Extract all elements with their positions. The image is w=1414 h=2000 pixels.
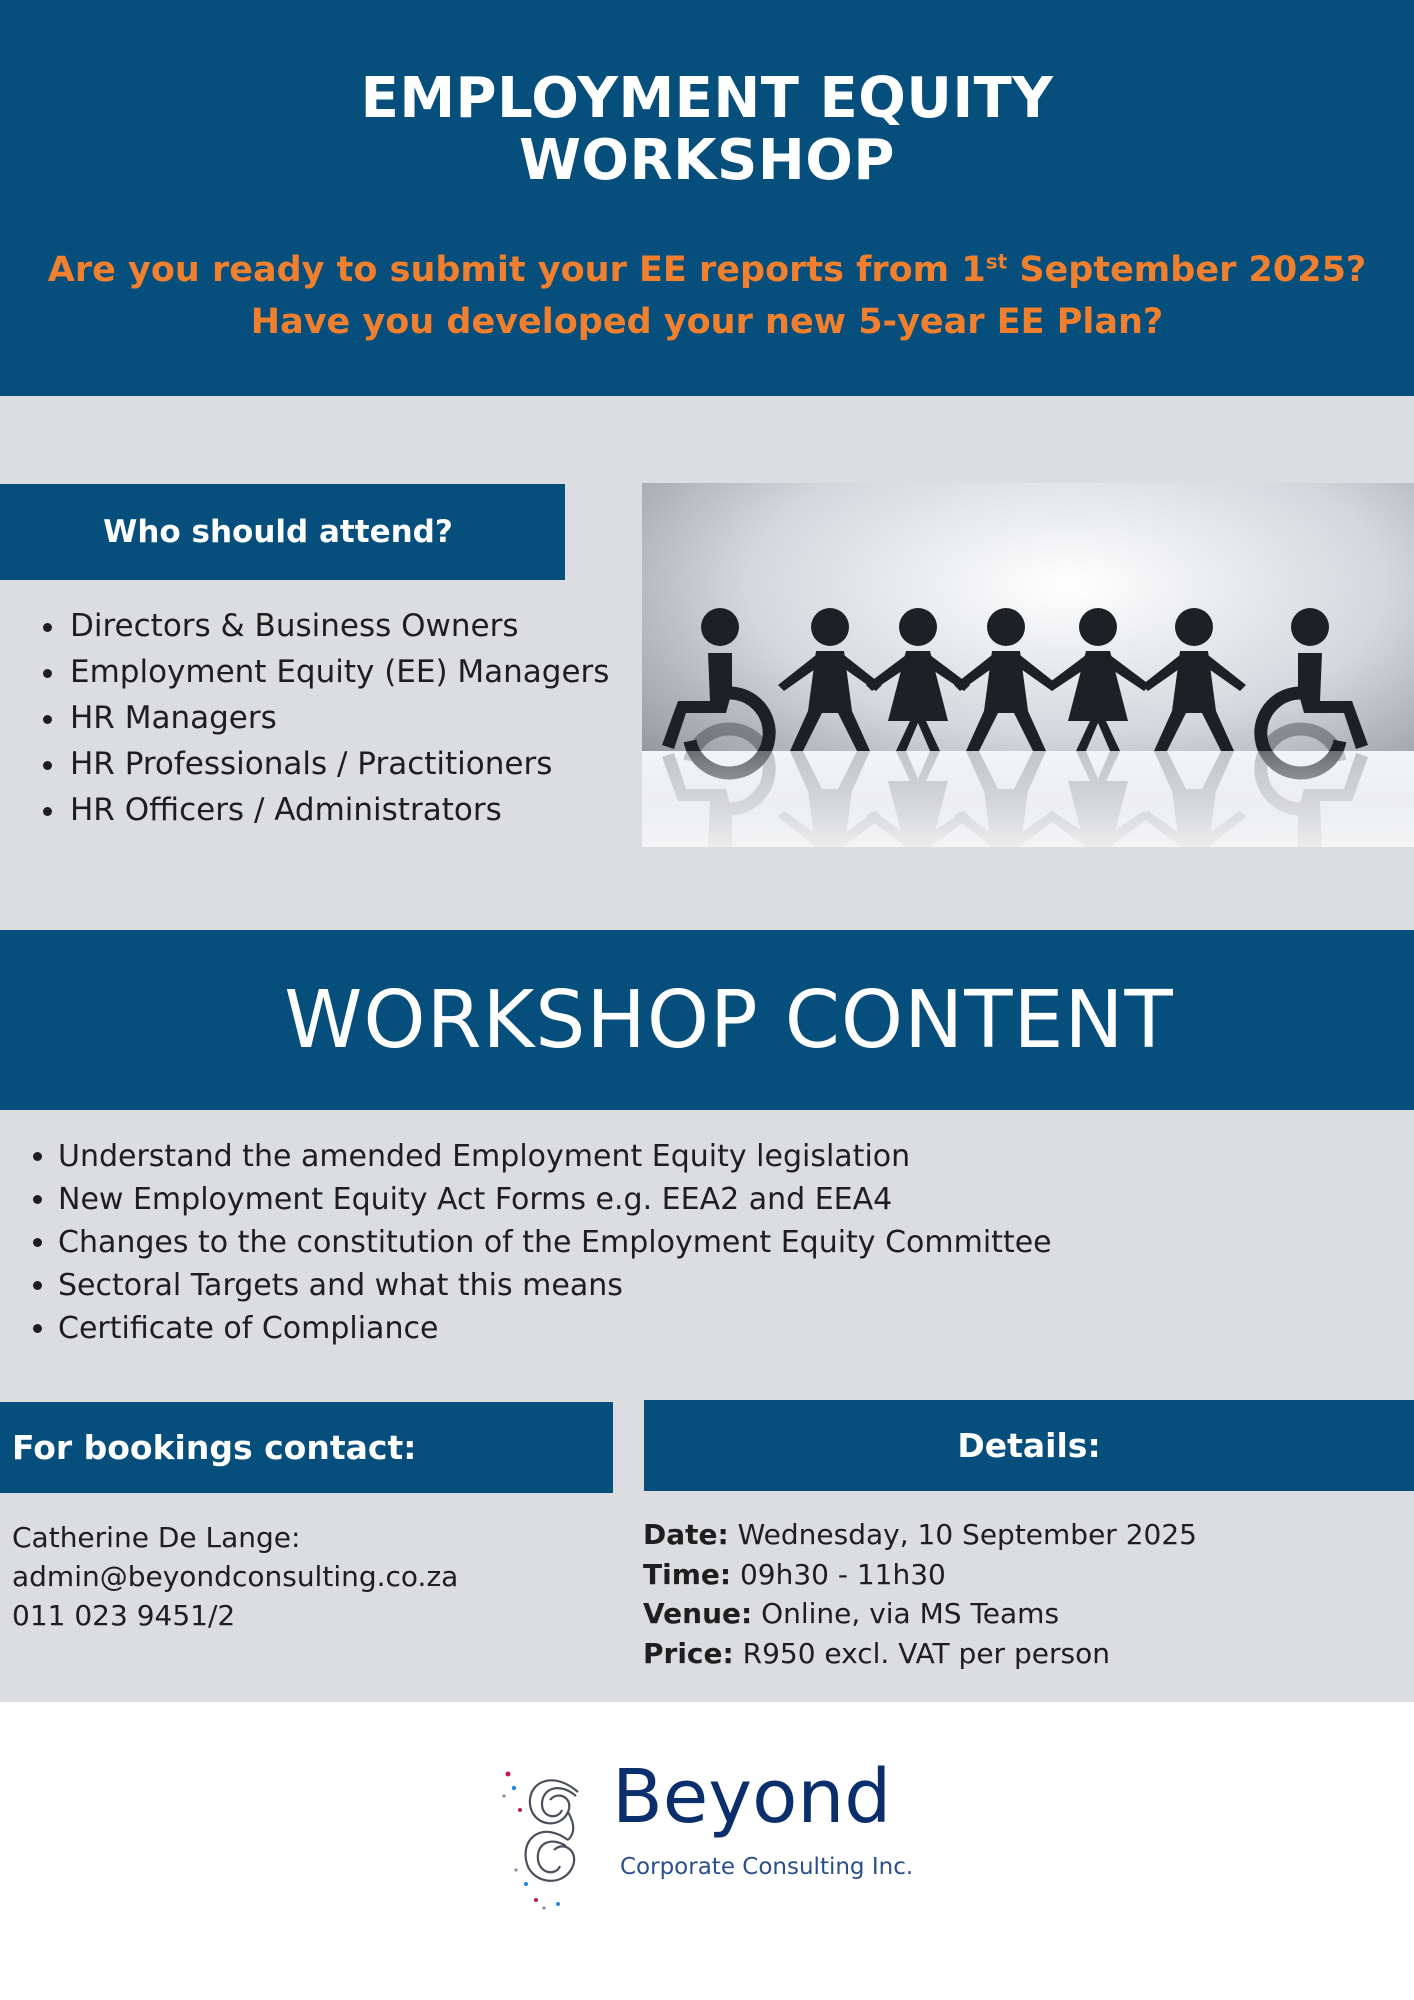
detail-price — [643, 1634, 1197, 1674]
list-item: • Certificate of Compliance — [58, 1307, 1052, 1350]
list-item: • Understand the amended Employment Equity legislation — [58, 1135, 1052, 1178]
paper-chain-people-icon — [642, 483, 1414, 847]
content-list — [12, 1135, 1052, 1350]
contact-email[interactable]: admin@beyondconsulting.co.za — [12, 1560, 459, 1593]
list-item: • HR Managers — [68, 695, 609, 741]
list-item: • HR Professionals / Practitioners — [68, 741, 609, 787]
list-item: • Sectoral Targets and what this means — [58, 1264, 1052, 1307]
inclusion-photo — [642, 483, 1414, 847]
detail-time-label: Time: — [643, 1557, 732, 1591]
detail-venue-label: Venue: — [643, 1597, 753, 1630]
bookings-heading: For bookings contact: — [12, 1428, 417, 1467]
title-line-2: WORKSHOP — [519, 128, 895, 193]
details-heading: Details: — [957, 1426, 1101, 1465]
logo-wordmark: Beyond — [612, 1754, 892, 1840]
detail-date — [643, 1515, 1197, 1555]
detail-date-label: Date: — [643, 1518, 729, 1551]
list-item: • HR Officers / Administrators — [68, 787, 609, 833]
details-list — [643, 1515, 1197, 1673]
title-line-1: EMPLOYMENT EQUITY — [360, 66, 1054, 131]
detail-venue — [643, 1594, 1197, 1634]
list-item: • Changes to the constitution of the Employment Equity Committee — [58, 1221, 1052, 1264]
list-item: • Directors & Business Owners — [68, 603, 609, 649]
attend-heading: Who should attend? — [103, 514, 453, 550]
attend-list — [22, 603, 609, 833]
page-title — [0, 68, 1414, 192]
bookings-contact — [12, 1518, 458, 1635]
detail-time-value: 09h30 - 11h30 — [731, 1557, 946, 1591]
list-item: • Employment Equity (EE) Managers — [68, 649, 609, 695]
detail-price-label: Price: — [643, 1636, 734, 1670]
detail-venue-value: Online, via MS Teams — [752, 1597, 1060, 1630]
question-2: Have you developed your new 5-year EE Plan? — [250, 302, 1164, 342]
detail-time — [643, 1555, 1197, 1595]
logo-tagline: Corporate Consulting Inc. — [620, 1854, 914, 1880]
list-item: • New Employment Equity Act Forms e.g. EEA2 and EEA4 — [58, 1178, 1052, 1221]
content-heading: WORKSHOP CONTENT — [284, 974, 1174, 1066]
header-questions — [0, 244, 1414, 348]
detail-date-value: Wednesday, 10 September 2025 — [728, 1518, 1197, 1551]
swirl-logo-icon — [498, 1752, 628, 1912]
question-1 — [0, 244, 1414, 296]
contact-phone[interactable]: 011 023 9451/2 — [12, 1599, 236, 1632]
contact-name: Catherine De Lange: — [12, 1521, 301, 1554]
question-1-superscript: st — [985, 249, 1008, 274]
detail-price-value: R950 excl. VAT per person — [733, 1636, 1110, 1670]
question-1-text-end: September 2025? — [1007, 250, 1367, 290]
question-1-text: Are you ready to submit your EE reports from 1 — [47, 250, 986, 290]
